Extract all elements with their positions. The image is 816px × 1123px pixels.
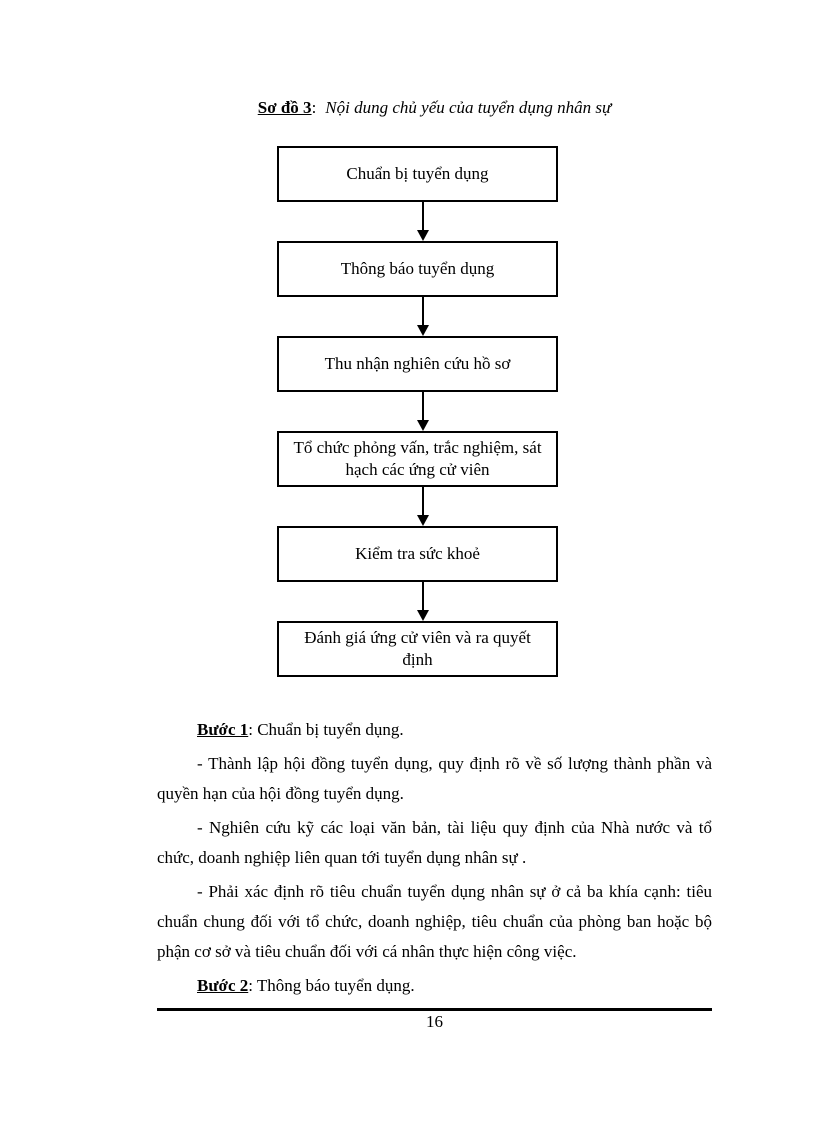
flow-step-box-5 (277, 526, 558, 582)
arrow-line (422, 487, 424, 515)
arrow-down-icon (417, 202, 429, 241)
arrow-line (422, 202, 424, 230)
page-number: 16 (426, 1012, 443, 1031)
diagram-title (157, 96, 712, 120)
arrow-head (417, 515, 429, 526)
step-1-heading (157, 715, 712, 745)
step-2-text: : Thông báo tuyển dụng. (248, 976, 415, 995)
diagram-title-label: Sơ đồ 3 (257, 98, 312, 117)
arrow-line (422, 392, 424, 420)
step-1-text: : Chuẩn bị tuyển dụng. (248, 720, 404, 739)
step-2-label: Bước 2 (197, 976, 249, 995)
arrow-down-icon (417, 582, 429, 621)
arrow-head (417, 325, 429, 336)
flow-step-label-1: Chuẩn bị tuyển dụng (346, 164, 489, 183)
diagram-title-caption: Nội dung chủ yếu của tuyển dụng nhân sự (325, 98, 612, 117)
recruitment-flowchart (277, 146, 558, 677)
arrow-down-icon (417, 392, 429, 431)
paragraph-3: - Phải xác định rõ tiêu chuẩn tuyển dụng nhân sự ở cả ba khía cạnh: tiêu chuẩn chung đối với tổ chức, doanh nghiệp, tiêu chuẩn của phòng ban hoặc bộ phận cơ sở và tiêu chuẩn đối với cá nhân thực hiện công việc. (157, 882, 712, 961)
paragraph-2: - Nghiên cứu kỹ các loại văn bản, tài liệu quy định của Nhà nước và tổ chức, doanh nghiệp liên quan tới tuyển dụng nhân sự . (157, 818, 712, 867)
flow-step-label-4: Tổ chức phỏng vấn, trắc nghiệm, sát hạch các ứng cử viên (293, 438, 542, 479)
arrow-down-icon (417, 297, 429, 336)
flow-step-label-6: Đánh giá ứng cử viên và ra quyết định (304, 628, 531, 669)
flow-step-label-5: Kiểm tra sức khoẻ (355, 544, 480, 563)
arrow-line (422, 297, 424, 325)
flow-step-box-6 (277, 621, 558, 677)
arrow-head (417, 610, 429, 621)
arrow-line (422, 582, 424, 610)
flow-step-box-3 (277, 336, 558, 392)
flow-step-box-4 (277, 431, 558, 487)
arrow-head (417, 230, 429, 241)
flow-step-box-1 (277, 146, 558, 202)
flow-step-label-3: Thu nhận nghiên cứu hồ sơ (324, 354, 511, 373)
step-2-heading (157, 971, 712, 1001)
flow-step-label-2: Thông báo tuyển dụng (340, 259, 495, 278)
paragraph-1: - Thành lập hội đồng tuyển dụng, quy định rõ về số lượng thành phần và quyền hạn của hội đồng tuyển dụng. (157, 754, 712, 803)
flow-step-box-2 (277, 241, 558, 297)
arrow-down-icon (417, 487, 429, 526)
diagram-title-colon: : (311, 98, 317, 117)
arrow-head (417, 420, 429, 431)
step-1-label: Bước 1 (197, 720, 249, 739)
body-text (157, 715, 712, 1005)
